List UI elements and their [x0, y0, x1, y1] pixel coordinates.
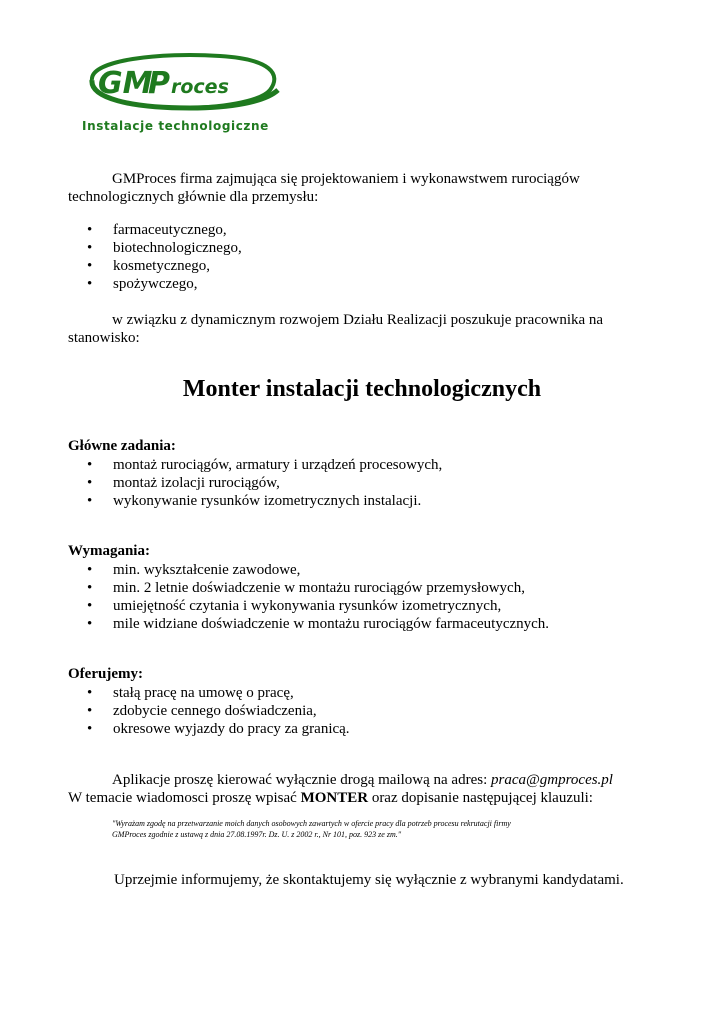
list-item: • spożywczego,	[68, 275, 242, 293]
application-line-1	[112, 771, 613, 789]
tasks-list	[68, 456, 442, 510]
clause-line-2: GMProces zgodnie z ustawą z dnia 27.08.1997r. Dz. U. z 2002 r., Nr 101, poz. 923 ze zm."	[112, 830, 402, 839]
recruit-line-1: w związku z dynamicznym rozwojem Działu Realizacji poszukuje pracownika na	[112, 312, 604, 328]
application-line-2	[68, 789, 593, 807]
email-link[interactable]: praca@gmproces.pl	[491, 772, 613, 788]
subject-keyword: MONTER	[300, 790, 369, 806]
list-item: • wykonywanie rysunków izometrycznych instalacji.	[68, 492, 442, 510]
logo-graphic	[70, 46, 290, 138]
industries-list	[68, 221, 242, 293]
list-item: • montaż rurociągów, armatury i urządzeń procesowych,	[68, 456, 442, 474]
subject-suffix: oraz dopisanie następującej klauzuli:	[368, 790, 593, 806]
requirements-list	[68, 561, 549, 633]
logo-brand-p: P	[148, 66, 170, 101]
list-item: • umiejętność czytania i wykonywania rysunków izometrycznych,	[68, 597, 549, 615]
intro-line-2: technologicznych głównie dla przemysłu:	[68, 189, 319, 205]
list-item: • montaż izolacji rurociągów,	[68, 474, 442, 492]
closing-note: Uprzejmie informujemy, że skontaktujemy się wyłącznie z wybranymi kandydatami.	[114, 872, 624, 888]
job-title: Monter instalacji technologicznych	[182, 376, 542, 402]
list-item: • biotechnologicznego,	[68, 239, 242, 257]
recruit-line-2: stanowisko:	[68, 330, 140, 346]
list-item: • min. wykształcenie zawodowe,	[68, 561, 549, 579]
list-item: • okresowe wyjazdy do pracy za granicą.	[68, 720, 350, 738]
logo-brand-rest: roces	[171, 76, 229, 98]
consent-clause	[112, 818, 632, 840]
company-logo	[70, 46, 290, 138]
tasks-heading: Główne zadania:	[68, 438, 176, 454]
subject-prefix: W temacie wiadomosci proszę wpisać	[68, 790, 301, 806]
intro-line-1: GMProces firma zajmująca się projektowaniem i wykonawstwem rurociągów	[112, 171, 580, 187]
offer-heading: Oferujemy:	[68, 666, 143, 682]
offer-list	[68, 684, 350, 738]
application-text: Aplikacje proszę kierować wyłącznie drogą mailową na adres:	[112, 772, 491, 788]
list-item: • stałą pracę na umowę o pracę,	[68, 684, 350, 702]
list-item: • zdobycie cennego doświadczenia,	[68, 702, 350, 720]
clause-line-1: "Wyrażam zgodę na przetwarzanie moich danych osobowych zawartych w ofercie pracy dla potrzeb procesu rekrutacji firmy	[112, 819, 511, 828]
list-item: • farmaceutycznego,	[68, 221, 242, 239]
logo-brand-gm: GM	[98, 66, 153, 101]
list-item: • kosmetycznego,	[68, 257, 242, 275]
logo-tagline: Instalacje technologiczne	[82, 119, 269, 133]
requirements-heading: Wymagania:	[68, 543, 150, 559]
list-item: • min. 2 letnie doświadczenie w montażu rurociągów przemysłowych,	[68, 579, 549, 597]
list-item: • mile widziane doświadczenie w montażu rurociągów farmaceutycznych.	[68, 615, 549, 633]
